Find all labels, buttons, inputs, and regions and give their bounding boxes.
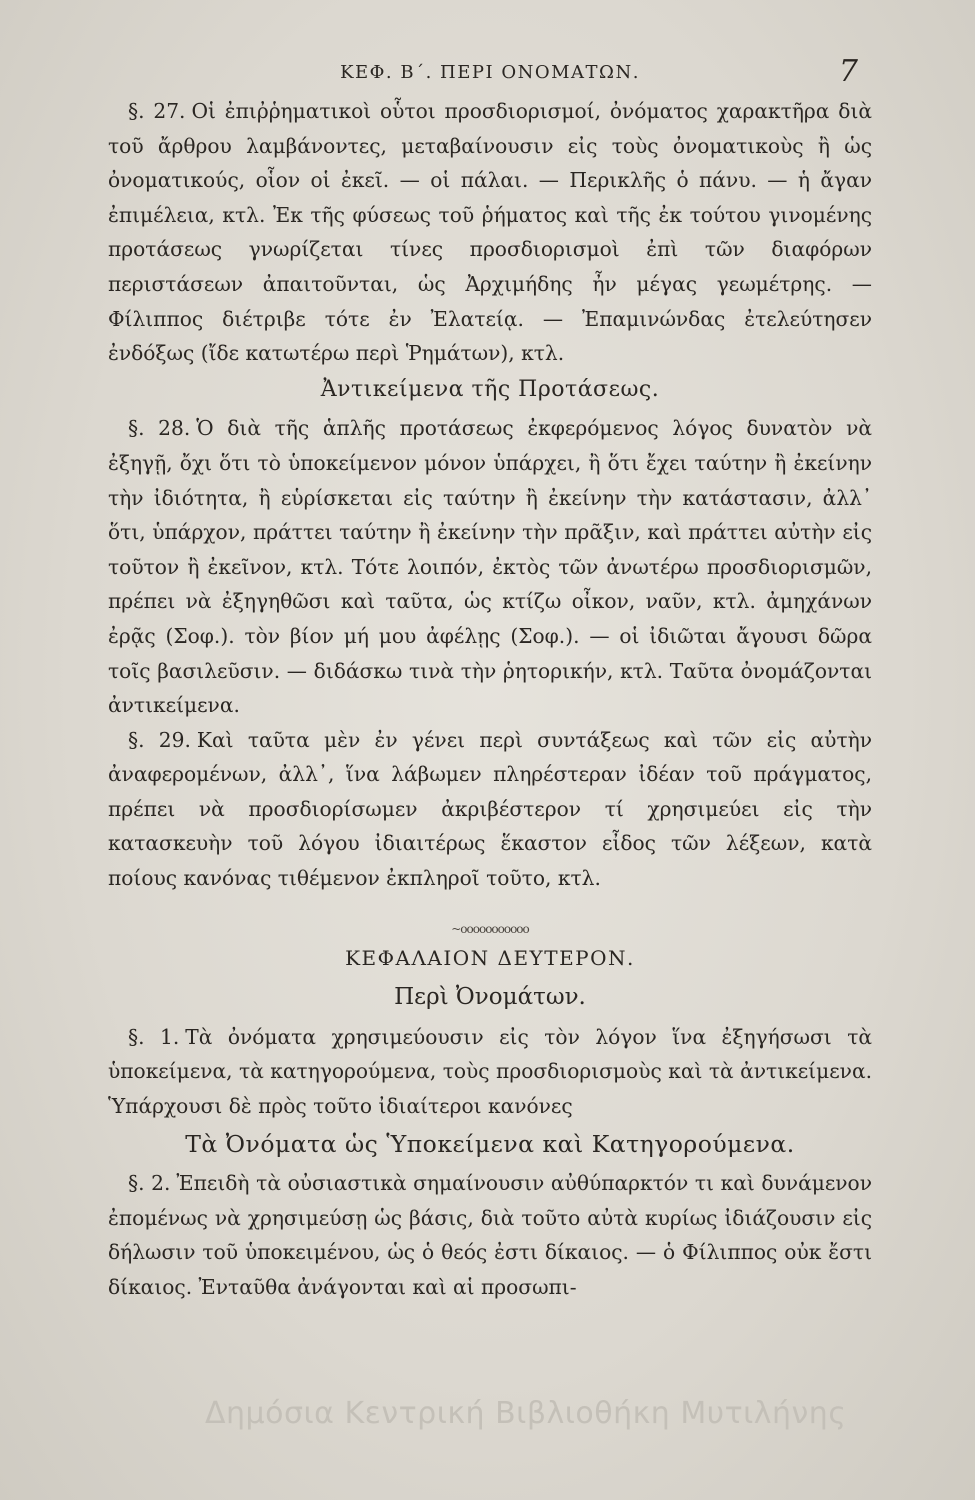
page-header bbox=[108, 54, 872, 94]
section-27 bbox=[108, 94, 872, 371]
section-29 bbox=[108, 723, 872, 896]
section-text: Καὶ ταῦτα μὲν ἐν γένει περὶ συντάξεως καὶ τῶν εἰς αὐτὴν ἀναφερομένων, ἀλλ᾽, ἵνα λάβωμεν πληρέστεραν ἰδέαν τοῦ πράγματος, πρέπει νὰ προσδιορίσωμεν ἀκριβέστερον τί χρησιμεύει εἰς τὴν κατασκευὴν τοῦ λόγου ἰδιαιτέρως ἕκαστον εἶδος τῶν λέξεων, κατὰ ποίους κανόνας τιθέμενον ἐκπληροῖ τοῦτο, κτλ. bbox=[108, 727, 872, 891]
subheading-antikeimena: Ἀντικείμενα τῆς Προτάσεως. bbox=[320, 376, 660, 402]
ornamental-divider: ~ooooooooooo bbox=[451, 921, 529, 936]
section-text: Ἐπειδὴ τὰ οὐσιαστικὰ σημαίνουσιν αὐθύπαρκτόν τι καὶ δυνάμενον ἐπομένως νὰ χρησιμεύσῃ ὡς βάσις, διὰ τοῦτο αὐτὰ κυρίως ἰδιάζουσιν εἰς δήλωσιν τοῦ ὑποκειμένου, ὡς ὁ θεός ἐστι δίκαιος. — ὁ Φίλιππος οὐκ ἔστι δίκαιος. Ἐνταῦθα ἀνάγονται καὶ αἱ προσωπι- bbox=[108, 1171, 872, 1299]
running-head: ΚΕΦ. Β΄. ΠΕΡΙ ΟΝΟΜΑΤΩΝ. bbox=[340, 62, 640, 83]
page-number: 7 bbox=[838, 54, 858, 89]
chapter-title: ΚΕΦΑΛΑΙΟΝ ΔΕΥΤΕΡΟΝ. bbox=[345, 945, 635, 970]
page-text-block bbox=[108, 54, 872, 1304]
chapter2-section-1 bbox=[108, 1020, 872, 1124]
section-number: §. 27. bbox=[128, 99, 186, 123]
subheading-onomata: Τὰ Ὀνόματα ὡς Ὑποκείμενα καὶ Κατηγορούμενα. bbox=[185, 1130, 795, 1159]
section-number: §. 1. bbox=[128, 1024, 180, 1049]
chapter-subtitle: Περὶ Ὀνομάτων. bbox=[394, 983, 586, 1010]
section-number: §. 2. bbox=[128, 1171, 171, 1196]
chapter2-section-2 bbox=[108, 1166, 872, 1304]
section-text: Ὁ διὰ τῆς ἁπλῆς προτάσεως ἐκφερόμενος λόγος δυνατὸν νὰ ἐξηγῇ, ὄχι ὅτι τὸ ὑποκείμενον μόνον ὑπάρχει, ἢ ὅτι ἔχει ταύτην ἢ ἐκείνην τὴν ἰδιότητα, ἢ εὑρίσκεται εἰς ταύτην ἢ ἐκείνην τὴν κατάστασιν, ἀλλ᾽ ὅτι, ὑπάρχον, πράττει ταύτην ἢ ἐκείνην τὴν πρᾶξιν, καὶ πράττει αὐτὴν εἰς τοῦτον ἢ ἐκεῖνον, κτλ. Τότε λοιπόν, ἐκτὸς τῶν ἀνωτέρω προσδιορισμῶν, πρέπει νὰ ἐξηγηθῶσι καὶ ταῦτα, ὡς κτίζω οἶκον, ναῦν, κτλ. ἀμηχάνων ἐρᾷς (Σοφ.). τὸν βίον μή μου ἀφέλῃς (Σοφ.). — οἱ ἰδιῶται ἄγουσι δῶρα τοῖς βασιλεῦσιν. — διδάσκω τινὰ τὴν ῥητορικήν, κτλ. Ταῦτα ὀνομάζονται ἀντικείμενα. bbox=[108, 416, 872, 718]
library-watermark: Δημόσια Κεντρική Βιβλιοθήκη Μυτιλήνης bbox=[205, 1396, 847, 1431]
section-text: Τὰ ὀνόματα χρησιμεύουσιν εἰς τὸν λόγον ἵνα ἐξηγήσωσι τὰ ὑποκείμενα, τὰ κατηγορούμενα, τοὺς προσδιορισμοὺς καὶ τὰ ἀντικείμενα. Ὑπάρχουσι δὲ πρὸς τοῦτο ἰδιαίτεροι κανόνες bbox=[108, 1024, 872, 1118]
section-text: Οἱ ἐπιῤῥηματικοὶ οὗτοι προσδιορισμοί, ὀνόματος χαρακτῆρα διὰ τοῦ ἄρθρου λαμβάνοντες, μεταβαίνουσιν εἰς τοὺς ὀνοματικοὺς ἢ ὡς ὀνοματικούς, οἷον οἱ ἐκεῖ. — οἱ πάλαι. — Περικλῆς ὁ πάνυ. — ἡ ἄγαν ἐπιμέλεια, κτλ. Ἐκ τῆς φύσεως τοῦ ῥήματος καὶ τῆς ἐκ τούτου γινομένης προτάσεως γνωρίζεται τίνες προσδιορισμοὶ ἐπὶ τῶν διαφόρων περιστάσεων ἀπαιτοῦνται, ὡς Ἀρχιμήδης ἦν μέγας γεωμέτρης. — Φίλιππος διέτριβε τότε ἐν Ἐλατείᾳ. — Ἐπαμινώνδας ἐτελεύτησεν ἐνδόξως (ἴδε κατωτέρω περὶ Ῥημάτων), κτλ. bbox=[108, 99, 872, 366]
section-28 bbox=[108, 411, 872, 722]
section-number: §. 28. bbox=[128, 416, 191, 441]
section-number: §. 29. bbox=[128, 727, 191, 752]
